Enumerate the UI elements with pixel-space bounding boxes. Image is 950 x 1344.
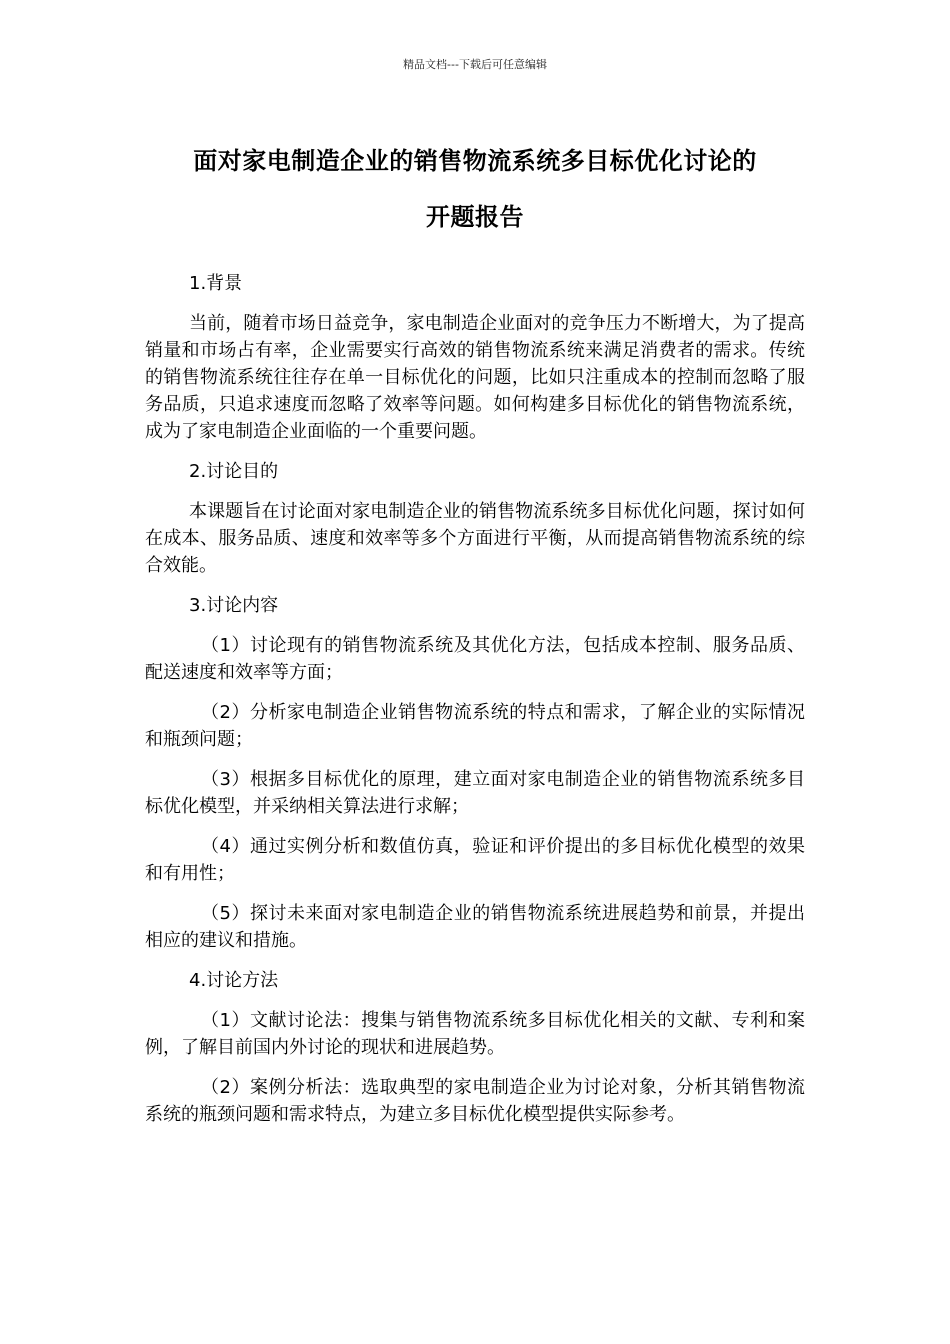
- document-title: [120, 133, 830, 245]
- section-heading-methods: 4.讨论方法: [189, 970, 279, 991]
- content-item: （3）根据多目标优化的原理，建立面对家电制造企业的销售物流系统多目标优化模型，并采纳相关算法进行求解；: [145, 769, 805, 817]
- content-item: （5）探讨未来面对家电制造企业的销售物流系统进展趋势和前景，并提出相应的建议和措施。: [145, 903, 805, 951]
- document-body: [145, 270, 805, 1141]
- method-item: （2）案例分析法：选取典型的家电制造企业为讨论对象，分析其销售物流系统的瓶颈问题和需求特点，为建立多目标优化模型提供实际参考。: [145, 1077, 805, 1125]
- content-item: （1）讨论现有的销售物流系统及其优化方法，包括成本控制、服务品质、配送速度和效率等方面；: [145, 635, 805, 683]
- title-line-2: 开题报告: [426, 203, 524, 231]
- method-item: （1）文献讨论法：搜集与销售物流系统多目标优化相关的文献、专利和案例，了解目前国内外讨论的现状和进展趋势。: [145, 1010, 805, 1058]
- section-heading-content: 3.讨论内容: [189, 595, 279, 616]
- content-item: （2）分析家电制造企业销售物流系统的特点和需求，了解企业的实际情况和瓶颈问题；: [145, 702, 805, 750]
- section-heading-background: 1.背景: [189, 273, 243, 294]
- title-line-1: 面对家电制造企业的销售物流系统多目标优化讨论的: [193, 147, 757, 175]
- section-heading-purpose: 2.讨论目的: [189, 461, 279, 482]
- header-note: 精品文档---下载后可任意编辑: [403, 58, 547, 71]
- purpose-paragraph: 本课题旨在讨论面对家电制造企业的销售物流系统多目标优化问题，探讨如何在成本、服务品质、速度和效率等多个方面进行平衡，从而提高销售物流系统的综合效能。: [145, 501, 805, 576]
- content-item: （4）通过实例分析和数值仿真，验证和评价提出的多目标优化模型的效果和有用性；: [145, 836, 805, 884]
- background-paragraph: 当前，随着市场日益竞争，家电制造企业面对的竞争压力不断增大，为了提高销量和市场占有率，企业需要实行高效的销售物流系统来满足消费者的需求。传统的销售物流系统往往存在单一目标优化的问题，比如只注重成本的控制而忽略了服务品质，只追求速度而忽略了效率等问题。如何构建多目标优化的销售物流系统，成为了家电制造企业面临的一个重要问题。: [145, 313, 805, 442]
